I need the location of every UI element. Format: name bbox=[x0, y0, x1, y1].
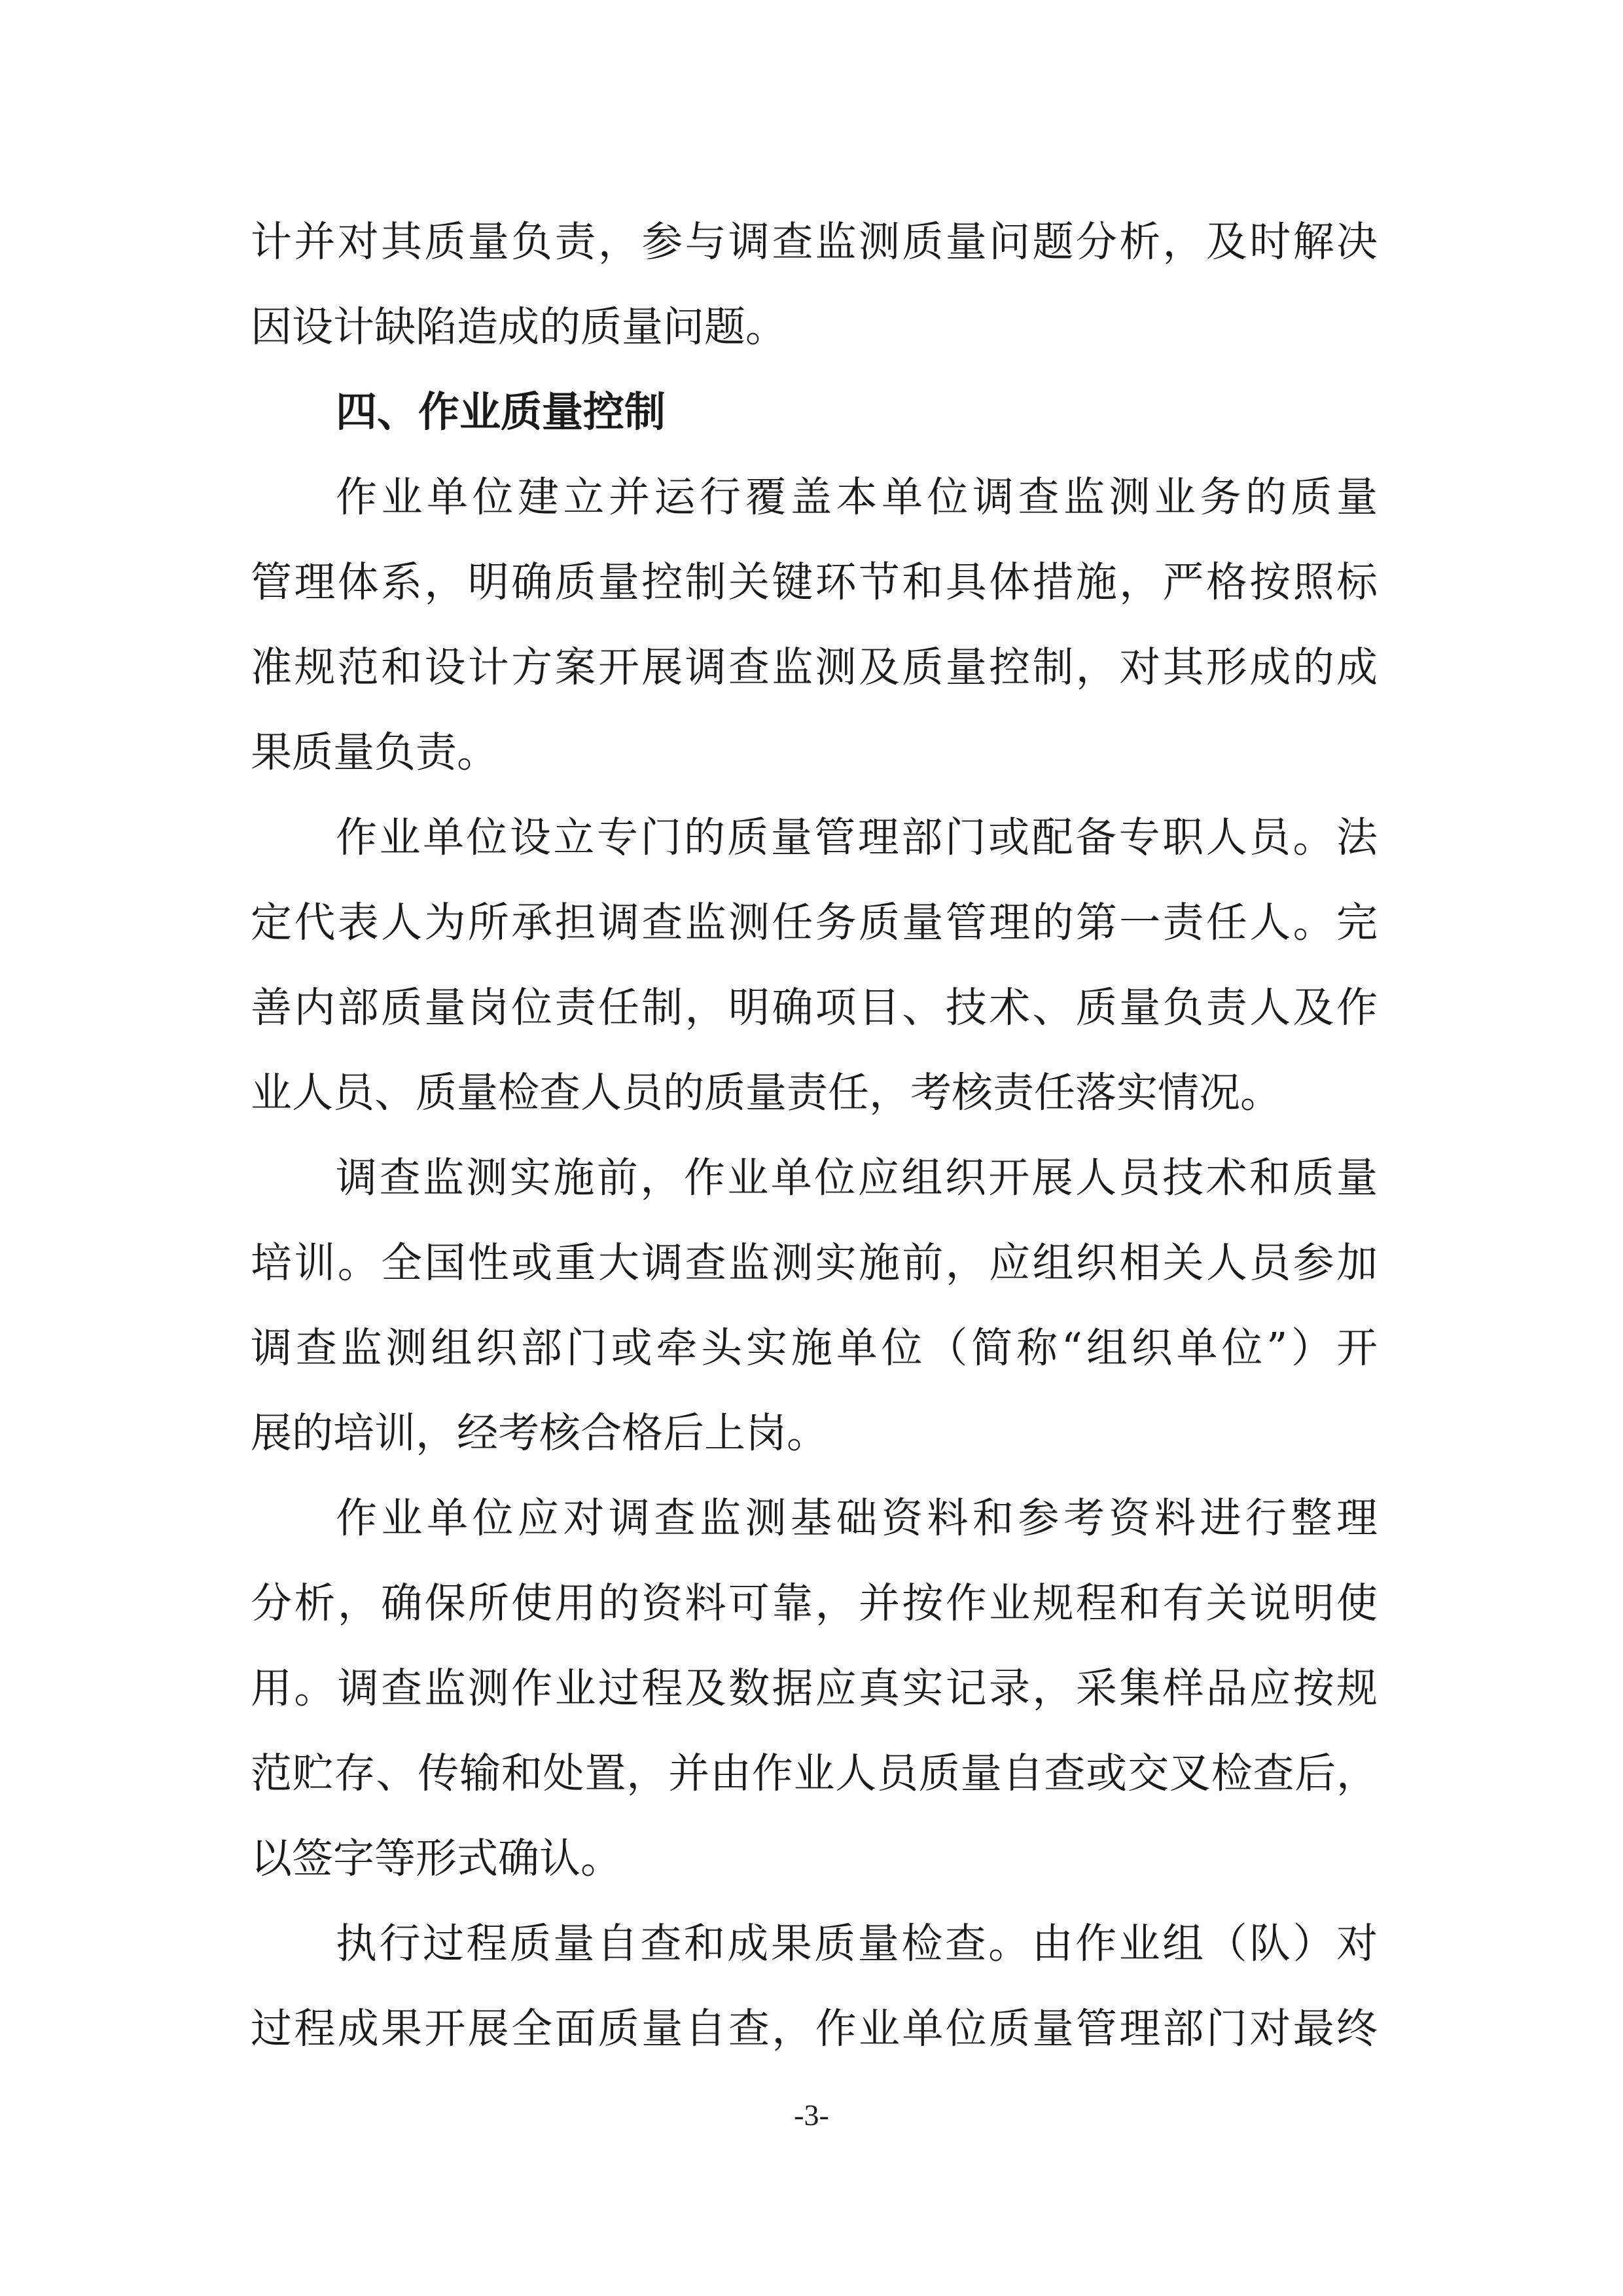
body-text-line: 范贮存、传输和处置，并由作业人员质量自查或交叉检查后， bbox=[251, 1749, 1378, 1797]
body-text-line: 用。调查监测作业过程及数据应真实记录，采集样品应按规 bbox=[251, 1664, 1378, 1712]
body-text-line: 展的培训，经考核合格后上岗。 bbox=[251, 1409, 828, 1457]
body-text-line: 善内部质量岗位责任制，明确项目、技术、质量负责人及作 bbox=[251, 984, 1378, 1031]
body-text-line: 作业单位设立专门的质量管理部门或配备专职人员。法 bbox=[336, 814, 1378, 861]
body-text-line: 计并对其质量负责，参与调查监测质量问题分析，及时解决 bbox=[251, 218, 1378, 266]
body-text-line: 培训。全国性或重大调查监测实施前，应组织相关人员参加 bbox=[251, 1239, 1378, 1287]
body-text-line: 业人员、质量检查人员的质量责任，考核责任落实情况。 bbox=[251, 1069, 1281, 1117]
body-text-line: 调查监测组织部门或牵头实施单位（简称“组织单位”）开 bbox=[251, 1324, 1378, 1372]
body-text-line: 作业单位建立并运行覆盖本单位调查监测业务的质量 bbox=[336, 473, 1378, 521]
body-text-line: 准规范和设计方案开展调查监测及质量控制，对其形成的成 bbox=[251, 643, 1378, 691]
page-number: -3- bbox=[794, 2098, 829, 2132]
body-text-line: 管理体系，明确质量控制关键环节和具体措施，严格按照标 bbox=[251, 558, 1378, 606]
section-heading: 四、作业质量控制 bbox=[336, 388, 666, 436]
body-text-line: 定代表人为所承担调查监测任务质量管理的第一责任人。完 bbox=[251, 899, 1378, 946]
body-text-line: 分析，确保所使用的资料可靠，并按作业规程和有关说明使 bbox=[251, 1579, 1378, 1627]
body-text-line: 执行过程质量自查和成果质量检查。由作业组（队）对 bbox=[336, 1920, 1378, 1967]
body-text-line: 因设计缺陷造成的质量问题。 bbox=[251, 303, 787, 351]
body-text-line: 以签字等形式确认。 bbox=[251, 1835, 622, 1882]
body-text-line: 作业单位应对调查监测基础资料和参考资料进行整理 bbox=[336, 1494, 1378, 1542]
body-text-line: 过程成果开展全面质量自查，作业单位质量管理部门对最终 bbox=[251, 2005, 1378, 2053]
body-text-line: 果质量负责。 bbox=[251, 728, 498, 776]
body-text-line: 调查监测实施前，作业单位应组织开展人员技术和质量 bbox=[336, 1154, 1378, 1202]
